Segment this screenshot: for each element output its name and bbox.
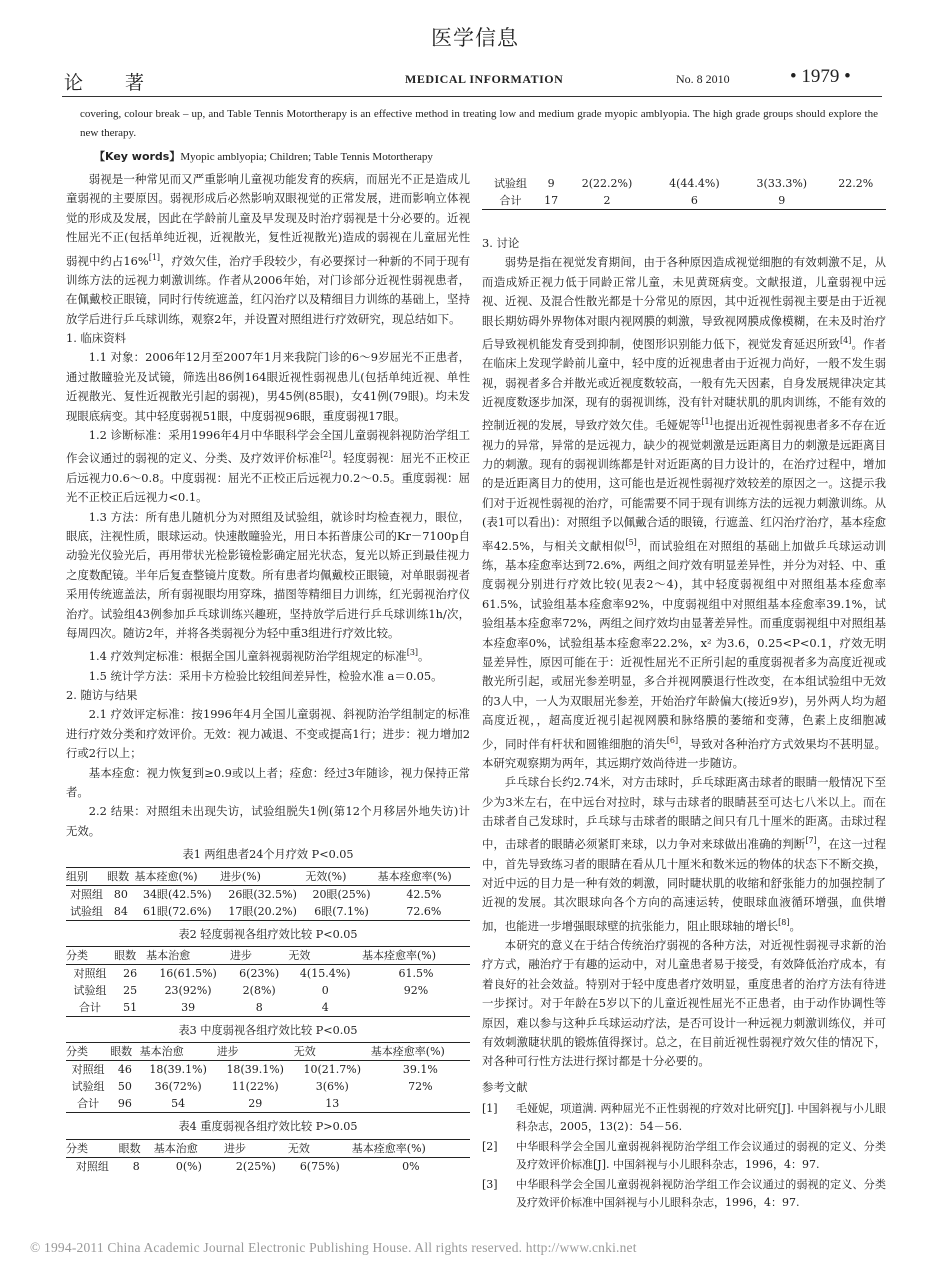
journal-title: 医学信息 (431, 26, 519, 50)
keywords-line (94, 148, 433, 164)
discussion-para-1: 弱势是指在视觉发育期间，由于各种原因造成视觉细胞的有效刺激不足，从而造成矫正视力低于同龄正常儿童，未见黄斑病变。文献报道，儿童弱视中远视、近视、及混合性散光都是十分常见的原因，其中近视性弱视主要是由于近视眼长期妨碍外界物体对眼内视网膜的刺激，导致视网膜成像模糊，在未及时治疗后导致视机能发育受到抑制，使图形识别能力低下，视觉发育延迟所致[4]。作者在临床上发现学龄前儿童中，轻中度的近视患者由于近视力尚好，一般不发生弱视，弱视者多合并散光或近视度数较高，一般有先天因素，自身发展规律决定其近视度数逐步加深，现有的弱视训练，没有针对睫状肌的肌肉训练，不能有效的控制近视的发展，导致疗效欠佳。毛娅妮等[1]也提出近视性弱视患者多不存在近视力的异常，异常的是远视力，缺少的视觉刺激是远距离目力的刺激是远距离目力的刺激。现有的弱视训练都是针对近距离的目力设计的，在治疗过程中，增加的是近距离目力的使用，这可能也是近视性弱视疗效较差的原因之一。这提示我们对于近视性弱视的治疗，可能需要不同于现有训练方法的远视力刺激训练。从(表1可以看出)：对照组予以佩戴合适的眼镜，行遮盖、红闪治疗治疗，基本痊愈率42.5%，与相关文献相似[5]，而试验组在对照组的基础上加做乒乓球运动训练，基本痊愈率达到72.6%，两组之间疗效有明显差异性，并分为对轻、中、重度弱视分别进行疗效比较(见表2～4)，其中轻度弱视组中对照组基本痊愈率61.5%，试验组基本痊愈率92%，中度弱视组中对照组基本痊愈率39.1%，试验组基本痊愈率72%，两组之间疗效均由显著差异性。而重度弱视组中对照组基本痊愈率0%，试验组基本痊愈率22.2%，x² 为3.6，0.25<P<0.1，疗效无明显差异性，原因可能在于：近视性屈光不正所引起的重度弱视者多为高度近视或散光所引起，或屈光参差明显，多合并视网膜退行性改变，在本组试验组中无效的3人中，一人为双眼屈光参差，开始治疗年龄偏大(接近9岁)，另外两人均为超高度近视，，超高度近视引起视网膜和脉络膜的萎缩和变薄，色素上皮细胞减少，同时伴有杆状和圆锥细胞的消失[6]，导致对各种治疗方式效果均不甚明显。本研究观察期为两年，其远期疗效尚待进一步随访。 (482, 255, 886, 770)
para-1-1: 1.1 对象：2006年12月至2007年1月来我院门诊的6～9岁屈光不正患者，通过散瞳验光及试镜，筛选出86例164眼近视性弱视患儿(包括单纯近视、单性近视散光、复性近视散光引起的弱视)，男45例(85眼)，女41例(79眼)。均未发现眼底病变。其中轻度弱视51眼，中度弱视96眼，重度弱视17眼。 (66, 350, 470, 423)
discussion-para-2: 乒乓球台长约2.74米，对方击球时，乒乓球距离击球者的眼睛一般情况下至少为3米左右，在中远台对拉时，球与击球者的眼睛甚至可达七八米以上。而在击球者自己发球时，乒乓球与击球者的眼睛之间只有几十厘米的距离。击球过程中，击球者的眼睛必须紧盯来球，以力争对来球做出准确的判断[7]，在这一过程中，首先导致练习者的眼睛在看从几十厘米和数米远的物体的状态下不断交换，对近中远的目力是一种有效的刺激，同时睫状肌的收缩和舒张能力的加强控制了近视的发展。其次眼球向各个方向的高速运转，使眼球血液循环增强，血供增加，也能进一步增强眼球壁的抗张能力，阻止眼球轴的增长[8]。 (482, 775, 886, 933)
table-4-continued (482, 175, 886, 210)
header-rule (62, 96, 882, 97)
table-header-cell: 组别 (66, 867, 107, 885)
abstract-tail: covering, colour break – up, and Table Tennis Motortherapy is an effective method in treating low and medium grade myopic amblyopia. The high grade groups should explore the new therapy. (80, 108, 878, 139)
table-header-cell: 进步 (224, 1139, 288, 1157)
table-header-cell: 无效 (288, 947, 362, 965)
table-header-cell: 进步(%) (220, 867, 305, 885)
para-2-1b: 基本痊愈：视力恢复到≥0.9或以上者；痊愈：经过3年随诊，视力保持正常者。 (66, 765, 470, 799)
right-column (482, 234, 886, 1211)
issue-number: No. 8 2010 (676, 72, 730, 86)
references-heading: 参考文献 (482, 1079, 528, 1094)
table-header-cell: 基本治愈 (140, 1043, 217, 1061)
table-4-title: 表4 重度弱视各组疗效比较 P>0.05 (178, 1120, 358, 1134)
table-row: 合计 51 39 8 4 (66, 999, 470, 1017)
table-header-cell: 眼数 (107, 867, 134, 885)
reference-item: [1] 毛娅妮，项道满. 两种屈光不正性弱视的疗效对比研究[J]. 中国斜视与小儿眼科杂志，2005，13(2)：54－56. (482, 1102, 886, 1133)
table-2 (66, 946, 470, 1017)
table-header-cell: 进步 (217, 1043, 294, 1061)
table-header-cell: 基本治愈 (154, 1139, 224, 1157)
table-header-cell: 眼数 (114, 947, 146, 965)
reference-item: [2] 中华眼科学会全国儿童弱视斜视防治学组工作会议通过的弱视的定义、分类及疗效评价标准[J]. 中国斜视与小儿眼科杂志，1996，4：97. (482, 1140, 886, 1171)
keywords-label: 【Key words】 (94, 150, 181, 163)
table-header-cell: 分类 (66, 947, 114, 965)
para-1-5: 1.5 统计学方法：采用卡方检验比较组间差异性，检验水准 a＝0.05。 (88, 668, 443, 683)
left-column (66, 170, 470, 1175)
table-header-cell: 基本痊愈率(%) (352, 1139, 470, 1157)
table-header-cell: 基本痊愈率(%) (378, 867, 470, 885)
section-label: 论 著 (64, 72, 163, 94)
table-row: 试验组 25 23(92%) 2(8%) 0 92% (73, 984, 429, 998)
table-1 (66, 867, 470, 921)
page-number: • 1979 • (790, 66, 851, 87)
reference-item: [3] 中华眼科学会全国儿童弱视斜视防治学组工作会议通过的弱视的定义、分类及疗效评价标准中国斜视与小儿眼科杂志，1996，4：97. (482, 1178, 886, 1209)
table-row: 试验组 9 2(22.2%) 4(44.4%) 3(33.3%) 22.2% (494, 177, 874, 190)
table-3-title: 表3 中度弱视各组疗效比较 P<0.05 (178, 1024, 358, 1038)
para-1-2: 1.2 诊断标准：采用1996年4月中华眼科学会全国儿童弱视斜视防治学组工作会议通过的弱视的定义、分类、及疗效评价标准[2]。轻度弱视：屈光不正校正后远视力0.6～0.8。中度弱视：屈光不正校正后远视力0.2～0.5。重度弱视：屈光不正校正后远视力<0.1。 (66, 428, 470, 505)
table-header-cell: 无效(%) (305, 867, 377, 885)
keywords-text: Myopic amblyopia; Children; Table Tennis Motortherapy (180, 151, 433, 163)
table-row: 合计 96 54 29 13 (66, 1095, 470, 1113)
table-row: 对照组 26 16(61.5%) 6(23%) 4(15.4%) 61.5% (73, 967, 434, 981)
para-1-4: 1.4 疗效判定标准：根据全国儿童斜视弱视防治学组规定的标准[3]。 (88, 648, 430, 664)
table-3 (66, 1042, 470, 1113)
table-row: 合计 17 2 6 9 (482, 192, 886, 210)
discussion-para-3: 本研究的意义在于结合传统治疗弱视的各种方法，对近视性弱视寻求新的治疗方式，融治疗于有趣的运动中，对儿童患者易于接受，有效降低治疗成本，有着良好的社会效益。特别对于轻中度患者疗效明显，重度患者的治疗方法有待进一步探讨。对于年龄在5岁以下的儿童近视性屈光不正患者，由于动作协调性等原因，难以参与这种乒乓球运动疗法，是否可设计一种远视力刺激训练仪，并可有效刺激睫状肌的锻炼值得探讨。总之，在目前近视性弱视疗效欠佳的情况下，对各种可行性方法进行探讨都是十分必要的。 (482, 938, 886, 1069)
table-row: 试验组 84 61眼(72.6%) 17眼(20.2%) 6眼(7.1%) 72.6% (66, 903, 470, 921)
table-header-cell: 基本痊愈(%) (135, 867, 220, 885)
table-header-cell: 基本痊愈率(%) (362, 947, 470, 965)
section-heading-1: 1. 临床资料 (66, 331, 127, 346)
table-header-cell: 眼数 (110, 1043, 139, 1061)
table-row: 对照组 46 18(39.1%) 18(39.1%) 10(21.7%) 39.1% (71, 1063, 438, 1077)
section-heading-3: 3. 讨论 (482, 236, 520, 250)
table-header-cell: 进步 (230, 947, 288, 965)
table-row: 对照组 80 34眼(42.5%) 26眼(32.5%) 20眼(25%) 42.5% (70, 887, 442, 901)
table-row: 对照组 8 0(%) 2(25%) 6(75%) 0% (75, 1159, 420, 1173)
para-1-3: 1.3 方法：所有患儿随机分为对照组及试验组，就诊时均检查视力，眼位，眼底，注视性质，眼球运动。快速散瞳验光，用日本拓普康公司的Kr－7100p自动验光仪验光后，再用带状光检影镜检影确定屈光状态，复光以矫正到最佳视力之度数配镜。半年后复查整镜片度数。所有患者均佩戴校正眼镜，对单眼弱视者采用传统遮盖法，所有弱视眼均用穿珠，描图等精细目力训练，红光弱视治疗仪治疗。试验组43例参加乒乓球训练兴趣班，坚持放学后进行乒乓球训练1h/次，每周四次。随访2年，并将各类弱视分为轻中重3组进行疗效比较。 (66, 509, 470, 640)
para-2-1: 2.1 疗效评定标准：按1996年4月全国儿童弱视、斜视防治学组制定的标准进行疗效分类和疗效评价。无效：视力减退、不变或提高1行；进步：视力增加2行或2行以上； (66, 707, 470, 761)
table-4 (66, 1139, 470, 1175)
table-header-cell: 分类 (66, 1043, 110, 1061)
table-header-cell: 无效 (294, 1043, 371, 1061)
table-header-cell: 基本治愈 (146, 947, 230, 965)
journal-title-en: MEDICAL INFORMATION (405, 72, 564, 86)
table-header-cell: 眼数 (119, 1139, 154, 1157)
table-1-title: 表1 两组患者24个月疗效 P<0.05 (182, 848, 354, 862)
intro-paragraph: 弱视是一种常见而又严重影响儿童视功能发育的疾病，而屈光不正是造成儿童弱视的主要原因。弱视形成后必然影响双眼视觉的正常发展，进而影响立体视觉的形成及发展，因此在学龄前儿童及早发现及时治疗弱视是十分必要的。近视性屈光不正(包括单纯近视，近视散光，复性近视散光)造成的弱视在儿童屈光性弱视中约占16%[1]，疗效欠佳，治疗手段较少，有必要探讨一种新的不同于现有训练方法的远视力刺激训练。作者从2006年始，对门诊部分近视性弱视患者，在佩戴校正眼镜，同时行传统遮盖，红闪治疗以及精细目力训练的基础上，坚持放学后进行乒乓球训练，观察2年，并设置对照组进行疗效研究，现总结如下。 (66, 172, 470, 326)
para-2-2: 2.2 结果：对照组未出现失访，试验组脱失1例(第12个月移居外地失访)计无效。 (66, 804, 470, 838)
table-2-title: 表2 轻度弱视各组疗效比较 P<0.05 (178, 927, 358, 941)
reference-list (482, 1100, 886, 1211)
table-row: 试验组 50 36(72%) 11(22%) 3(6%) 72% (71, 1080, 433, 1094)
section-heading-2: 2. 随访与结果 (66, 687, 138, 702)
table-header-cell: 无效 (288, 1139, 352, 1157)
table-header-cell: 基本痊愈率(%) (371, 1043, 470, 1061)
copyright-footer: © 1994-2011 China Academic Journal Electronic Publishing House. All rights reserved. http://www.cnki.net (30, 1240, 637, 1255)
table-header-cell: 分类 (66, 1139, 119, 1157)
